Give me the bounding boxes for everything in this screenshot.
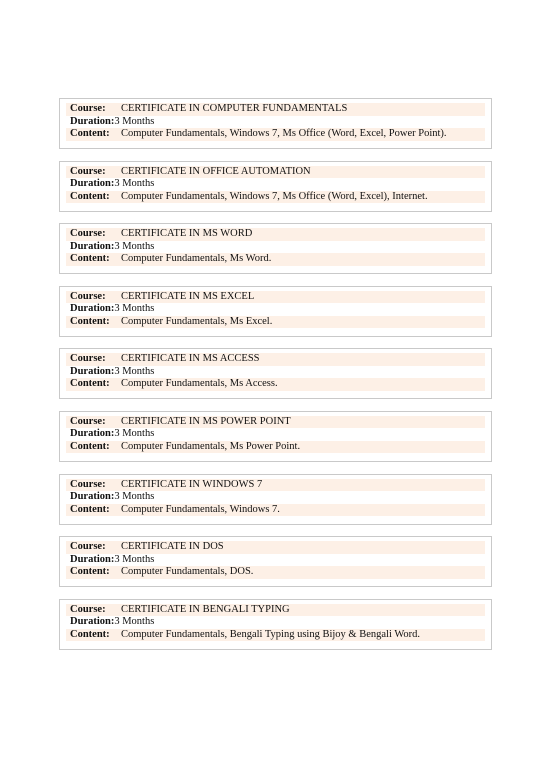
course-row — [66, 416, 485, 429]
course-label: Course: — [70, 478, 106, 490]
duration-label: Duration: — [70, 553, 115, 565]
duration-value: 3 Months — [114, 553, 155, 565]
course-row — [66, 604, 485, 617]
duration-value: 3 Months — [114, 365, 155, 377]
content-row — [66, 629, 485, 642]
course-label: Course: — [70, 415, 106, 427]
content-value: Computer Fundamentals, DOS. — [121, 566, 254, 578]
content-value: Computer Fundamentals, Ms Word. — [121, 253, 272, 265]
course-card — [59, 223, 492, 274]
content-row — [66, 316, 485, 329]
duration-label: Duration: — [70, 365, 115, 377]
course-name: CERTIFICATE IN OFFICE AUTOMATION — [121, 165, 311, 177]
course-name: CERTIFICATE IN WINDOWS 7 — [121, 478, 263, 490]
course-row — [66, 479, 485, 492]
duration-value: 3 Months — [114, 428, 155, 440]
content-value: Computer Fundamentals, Ms Access. — [121, 378, 278, 390]
content-row — [66, 128, 485, 141]
duration-row — [66, 491, 485, 504]
content-value: Computer Fundamentals, Ms Excel. — [121, 315, 273, 327]
content-label: Content: — [70, 503, 110, 515]
course-card — [59, 161, 492, 212]
duration-row — [66, 428, 485, 441]
content-value: Computer Fundamentals, Windows 7, Ms Office (Word, Excel), Internet. — [121, 190, 428, 202]
duration-row — [66, 616, 485, 629]
duration-row — [66, 554, 485, 567]
content-row — [66, 378, 485, 391]
duration-row — [66, 366, 485, 379]
duration-row — [66, 178, 485, 191]
content-row — [66, 504, 485, 517]
course-label: Course: — [70, 541, 106, 553]
content-value: Computer Fundamentals, Windows 7. — [121, 503, 280, 515]
content-value: Computer Fundamentals, Ms Power Point. — [121, 440, 301, 452]
course-label: Course: — [70, 290, 106, 302]
duration-label: Duration: — [70, 616, 115, 628]
duration-value: 3 Months — [114, 616, 155, 628]
content-row — [66, 566, 485, 579]
course-card — [59, 286, 492, 337]
content-value: Computer Fundamentals, Windows 7, Ms Office (Word, Excel, Power Point). — [121, 128, 447, 139]
duration-row — [66, 303, 485, 316]
duration-value: 3 Months — [114, 115, 155, 127]
duration-row — [66, 116, 485, 129]
course-card — [59, 98, 492, 149]
content-label: Content: — [70, 378, 110, 390]
course-card — [59, 536, 492, 587]
course-row — [66, 166, 485, 179]
course-name: CERTIFICATE IN COMPUTER FUNDAMENTALS — [121, 103, 348, 114]
content-label: Content: — [70, 190, 110, 202]
course-card — [59, 411, 492, 462]
content-label: Content: — [70, 440, 110, 452]
duration-value: 3 Months — [114, 240, 155, 252]
course-list — [59, 98, 492, 661]
duration-value: 3 Months — [114, 303, 155, 315]
content-label: Content: — [70, 628, 110, 640]
course-name: CERTIFICATE IN MS ACCESS — [121, 353, 260, 365]
content-row — [66, 441, 485, 454]
duration-label: Duration: — [70, 428, 115, 440]
content-label: Content: — [70, 566, 110, 578]
content-label: Content: — [70, 315, 110, 327]
course-name: CERTIFICATE IN MS WORD — [121, 228, 253, 240]
course-label: Course: — [70, 603, 106, 615]
course-name: CERTIFICATE IN DOS — [121, 541, 224, 553]
duration-label: Duration: — [70, 491, 115, 503]
course-label: Course: — [70, 353, 106, 365]
course-card — [59, 474, 492, 525]
content-label: Content: — [70, 128, 110, 139]
duration-label: Duration: — [70, 115, 115, 127]
course-label: Course: — [70, 103, 106, 114]
course-label: Course: — [70, 228, 106, 240]
course-row — [66, 103, 485, 116]
course-card — [59, 348, 492, 399]
content-value: Computer Fundamentals, Bengali Typing using Bijoy & Bengali Word. — [121, 628, 421, 640]
course-name: CERTIFICATE IN BENGALI TYPING — [121, 603, 290, 615]
content-row — [66, 253, 485, 266]
duration-label: Duration: — [70, 178, 115, 190]
course-row — [66, 228, 485, 241]
duration-value: 3 Months — [114, 491, 155, 503]
course-name: CERTIFICATE IN MS POWER POINT — [121, 415, 291, 427]
course-row — [66, 291, 485, 304]
duration-row — [66, 241, 485, 254]
course-row — [66, 541, 485, 554]
course-name: CERTIFICATE IN MS EXCEL — [121, 290, 255, 302]
content-label: Content: — [70, 253, 110, 265]
course-label: Course: — [70, 165, 106, 177]
course-card — [59, 599, 492, 650]
duration-label: Duration: — [70, 240, 115, 252]
content-row — [66, 191, 485, 204]
duration-value: 3 Months — [114, 178, 155, 190]
course-row — [66, 353, 485, 366]
duration-label: Duration: — [70, 303, 115, 315]
